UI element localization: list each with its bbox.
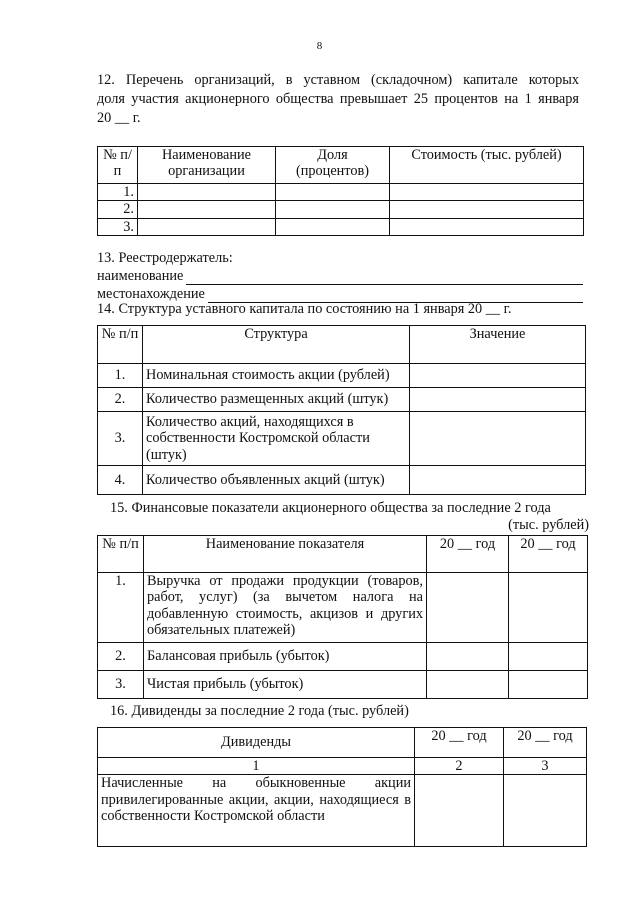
- col-header-number: № п/п: [98, 536, 144, 573]
- section15-title: 15. Финансовые показатели акционерного общества за последние 2 года: [110, 500, 551, 516]
- col-header-indicator: Наименование показателя: [144, 536, 427, 573]
- row-number: 1.: [98, 184, 138, 201]
- table-row: [98, 184, 584, 201]
- col-header-number: № п/п: [98, 147, 138, 184]
- column-numbers-row: [98, 758, 587, 775]
- table-row: [98, 412, 586, 466]
- registrar-name-line: [97, 268, 583, 285]
- table-row: [98, 466, 586, 495]
- section12-line-2: доля участия акционерного общества превышает 25 процентов на 1 января: [97, 91, 579, 107]
- section15-units: (тыс. рублей): [508, 517, 589, 533]
- table-row: [98, 775, 587, 847]
- capital-structure-table: [97, 325, 586, 495]
- col-number-3: 3: [504, 758, 587, 775]
- row-text: Чистая прибыль (убыток): [144, 671, 427, 699]
- row-text: Количество размещенных акций (штук): [143, 388, 410, 412]
- row-number: 3.: [98, 412, 143, 466]
- col-header-dividends: Дивиденды: [98, 728, 415, 758]
- row-text: Количество акций, находящихся в собственности Костромской области (штук): [143, 412, 410, 466]
- row-number: 3.: [98, 671, 144, 699]
- row-text: Количество объявленных акций (штук): [143, 466, 410, 495]
- table-row: [98, 201, 584, 218]
- row-text: Номинальная стоимость акции (рублей): [143, 364, 410, 388]
- row-number: 2.: [98, 201, 138, 218]
- row-number: 1.: [98, 573, 144, 643]
- col-header-year-2: 20 __ год: [504, 728, 587, 758]
- row-number: 2.: [98, 643, 144, 671]
- table-row: [98, 671, 588, 699]
- table-row: [98, 388, 586, 412]
- table-row: [98, 364, 586, 388]
- row-number: 2.: [98, 388, 143, 412]
- col-number-1: 1: [98, 758, 415, 775]
- col-header-value: Стоимость (тыс. рублей): [390, 147, 584, 184]
- row-text: Выручка от продажи продукции (товаров, работ, услуг) (за вычетом налога на добавленную стоимость, акцизов и других обязательных платежей): [144, 573, 427, 643]
- col-header-value: Значение: [410, 326, 586, 364]
- page-number: 8: [316, 40, 323, 52]
- table-row: [98, 573, 588, 643]
- row-number: 4.: [98, 466, 143, 495]
- financial-indicators-table: [97, 535, 588, 699]
- section16-title: 16. Дивиденды за последние 2 года (тыс. рублей): [110, 703, 409, 719]
- row-text: Начисленные на обыкновенные акции привилегированные акции, акции, находящиеся в собственности Костромской области: [98, 775, 415, 847]
- col-header-organization: Наименование организации: [138, 147, 276, 184]
- section12-line-1: 12. Перечень организаций, в уставном (складочном) капитале которых: [97, 72, 579, 88]
- col-header-year-1: 20 __ год: [427, 536, 509, 573]
- row-number: 1.: [98, 364, 143, 388]
- section12-line-3: 20 __ г.: [97, 110, 141, 126]
- col-header-structure: Структура: [143, 326, 410, 364]
- table-row: [98, 643, 588, 671]
- col-header-number: № п/п: [98, 326, 143, 364]
- row-number: 3.: [98, 218, 138, 235]
- col-header-year-1: 20 __ год: [415, 728, 504, 758]
- row-text: Балансовая прибыль (убыток): [144, 643, 427, 671]
- organizations-table: [97, 146, 584, 236]
- dividends-table: [97, 727, 587, 847]
- col-number-2: 2: [415, 758, 504, 775]
- table-row: [98, 218, 584, 235]
- col-header-share: Доля (процентов): [276, 147, 390, 184]
- registrar-location-label: местонахождение: [97, 286, 205, 302]
- section14-title: 14. Структура уставного капитала по состоянию на 1 января 20 __ г.: [97, 301, 512, 317]
- section13-title: 13. Реестродержатель:: [97, 250, 233, 266]
- col-header-year-2: 20 __ год: [509, 536, 588, 573]
- registrar-name-label: наименование: [97, 268, 184, 284]
